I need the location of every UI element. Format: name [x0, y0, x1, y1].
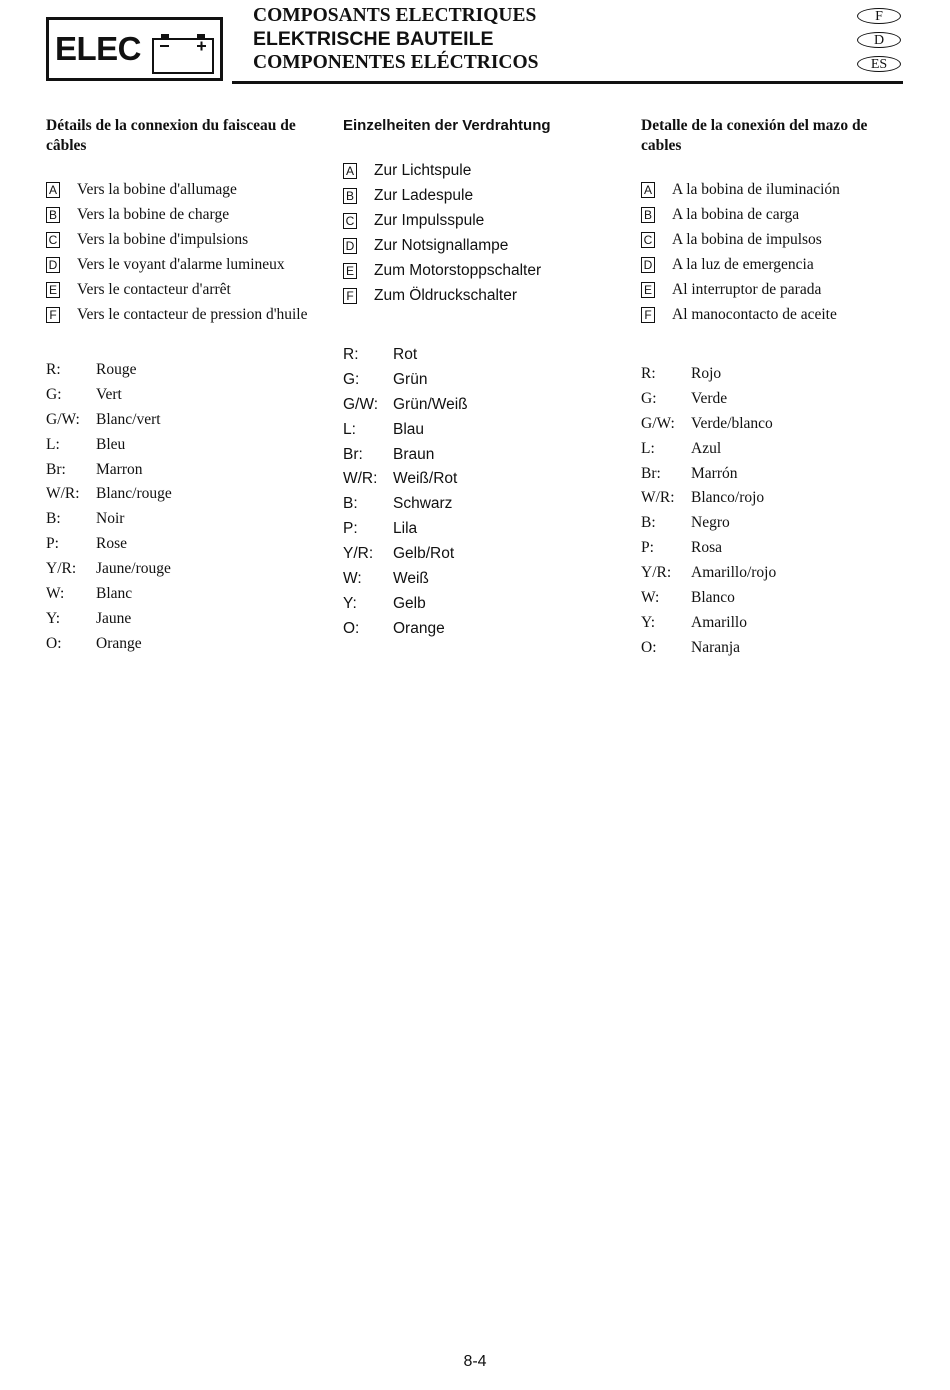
color-legend [343, 345, 613, 639]
color-name: Orange [96, 634, 142, 652]
color-name: Blanc/rouge [96, 485, 172, 503]
color-row [343, 370, 613, 390]
list-item [46, 205, 316, 225]
color-name: Blau [393, 420, 425, 438]
item-letter: E [46, 282, 60, 298]
color-row [641, 389, 911, 409]
list-item [343, 261, 613, 281]
section-code-box [46, 17, 223, 81]
color-row [46, 435, 316, 455]
column-french [46, 116, 316, 659]
color-name: Gelb [393, 594, 426, 612]
item-letter: E [641, 282, 655, 298]
list-item [46, 280, 316, 300]
item-letter: B [46, 207, 60, 223]
item-text: A la bobina de impulsos [672, 231, 822, 248]
color-row [46, 609, 316, 629]
color-name: Marrón [691, 464, 738, 482]
color-row [641, 488, 911, 508]
color-code: R: [343, 346, 359, 363]
item-letter: F [46, 307, 60, 323]
color-row [46, 385, 316, 405]
list-item [343, 161, 613, 181]
color-code: G: [641, 389, 657, 407]
title-spanish: COMPONENTES ELÉCTRICOS [253, 52, 539, 73]
header-rule [232, 81, 903, 84]
list-item [343, 236, 613, 256]
color-code: P: [46, 535, 59, 553]
item-letter: D [641, 257, 655, 273]
color-name: Blanc [96, 585, 133, 603]
item-letter: C [46, 232, 60, 248]
connection-list [641, 180, 911, 325]
color-code: L: [343, 420, 356, 438]
item-text: Vers le voyant d'alarme lumineux [77, 256, 285, 273]
color-row [343, 519, 613, 539]
list-item [641, 205, 911, 225]
color-name: Amarillo/rojo [691, 564, 777, 582]
color-code: Br: [343, 445, 363, 463]
item-letter: C [641, 232, 655, 248]
color-code: G/W: [343, 395, 379, 413]
color-legend [641, 364, 911, 658]
color-code: G: [46, 385, 62, 403]
item-letter: A [343, 163, 357, 179]
color-code: G/W: [46, 410, 80, 428]
color-name: Azul [691, 439, 722, 457]
color-code: Br: [641, 464, 661, 482]
list-item [343, 211, 613, 231]
color-code: Y/R: [46, 560, 77, 578]
item-text: A la luz de emergencia [672, 256, 814, 273]
color-row [641, 638, 911, 658]
item-letter: D [343, 238, 357, 254]
color-code: Br: [46, 460, 66, 478]
color-code: P: [641, 539, 654, 557]
item-letter: D [46, 257, 60, 273]
color-code: W/R: [641, 489, 675, 507]
color-name: Noir [96, 510, 125, 528]
color-row [46, 360, 316, 380]
item-text: Vers la bobine d'impulsions [77, 231, 249, 248]
color-name: Blanco/rojo [691, 489, 765, 507]
color-code: G/W: [641, 414, 675, 432]
item-letter: F [641, 307, 655, 323]
color-row [46, 559, 316, 579]
color-code: B: [343, 495, 358, 513]
connection-list [46, 180, 316, 325]
color-code: W/R: [343, 470, 378, 488]
item-text: Vers la bobine de charge [77, 206, 230, 223]
color-code: R: [641, 365, 656, 382]
color-row [343, 445, 613, 465]
color-name: Blanco [691, 589, 735, 607]
color-name: Jaune [96, 609, 132, 627]
list-item [641, 280, 911, 300]
list-item [343, 286, 613, 306]
page-number: 8-4 [463, 1353, 487, 1370]
color-name: Braun [393, 445, 435, 463]
item-text: Al manocontacto de aceite [672, 306, 837, 323]
color-name: Rouge [96, 361, 137, 378]
item-letter: C [343, 213, 357, 229]
color-code: W: [343, 570, 362, 588]
color-name: Verde [691, 389, 728, 407]
item-text: Vers le contacteur de pression d'huile [77, 306, 308, 323]
color-row [46, 484, 316, 504]
item-text: Zur Lichtspule [374, 162, 472, 179]
color-name: Verde/blanco [691, 414, 773, 432]
language-badge-d: D [857, 32, 901, 48]
color-row [641, 439, 911, 459]
color-code: W: [46, 585, 65, 603]
color-code: Y: [46, 609, 61, 627]
section-code: ELEC [55, 30, 142, 67]
color-code: Y/R: [641, 564, 672, 582]
column-german [343, 116, 613, 644]
list-item [641, 255, 911, 275]
color-name: Rosa [691, 539, 722, 557]
color-code: W/R: [46, 485, 80, 503]
color-code: W: [641, 589, 660, 607]
column-spanish [641, 116, 911, 663]
color-row [641, 588, 911, 608]
color-code: Y: [641, 613, 656, 631]
language-badges [857, 8, 901, 80]
color-row [641, 414, 911, 434]
color-code: O: [343, 619, 360, 637]
color-row [46, 534, 316, 554]
color-code: B: [641, 514, 656, 532]
color-row [641, 538, 911, 558]
color-code: O: [641, 638, 657, 656]
battery-icon [152, 34, 214, 74]
color-code: O: [46, 634, 62, 652]
color-row [343, 569, 613, 589]
color-code: B: [46, 510, 61, 528]
list-item [46, 305, 316, 325]
color-row [641, 563, 911, 583]
item-letter: A [641, 182, 655, 198]
item-letter: F [343, 288, 357, 304]
color-name: Grün/Weiß [393, 395, 468, 413]
color-row [46, 509, 316, 529]
column-heading: Einzelheiten der Verdrahtung [343, 117, 551, 134]
color-name: Vert [96, 385, 122, 403]
header-titles [253, 4, 539, 75]
title-german: ELEKTRISCHE BAUTEILE [253, 27, 494, 50]
list-item [641, 180, 911, 200]
color-row [343, 469, 613, 489]
color-name: Lila [393, 520, 418, 538]
color-row [343, 494, 613, 514]
color-row [343, 345, 613, 365]
column-heading: Détails de la connexion du faisceau de câbles [46, 117, 296, 154]
column-heading: Detalle de la conexión del mazo de cables [641, 117, 868, 154]
color-row [343, 395, 613, 415]
item-text: A la bobina de iluminación [672, 181, 840, 198]
color-row [641, 464, 911, 484]
color-code: R: [46, 361, 61, 378]
item-text: Al interruptor de parada [672, 281, 822, 298]
title-french: COMPOSANTS ELECTRIQUES [253, 5, 537, 26]
color-name: Negro [691, 514, 730, 532]
color-row [46, 410, 316, 430]
color-code: L: [641, 439, 655, 457]
list-item [641, 230, 911, 250]
color-code: Y: [343, 594, 357, 612]
color-code: L: [46, 435, 60, 453]
language-badge-f: F [857, 8, 901, 24]
item-letter: E [343, 263, 357, 279]
color-name: Grün [393, 370, 428, 388]
item-text: Zum Motorstoppschalter [374, 262, 542, 279]
color-row [343, 420, 613, 440]
color-row [343, 619, 613, 639]
color-row [46, 584, 316, 604]
color-name: Blanc/vert [96, 410, 161, 428]
color-name: Amarillo [691, 613, 747, 631]
color-name: Bleu [96, 435, 126, 453]
color-row [46, 634, 316, 654]
color-row [641, 613, 911, 633]
item-letter: B [343, 188, 357, 204]
color-name: Rojo [691, 365, 722, 382]
color-name: Rose [96, 535, 127, 553]
color-name: Weiß/Rot [393, 470, 458, 488]
connection-list [343, 161, 613, 306]
color-legend [46, 360, 316, 654]
item-letter: B [641, 207, 655, 223]
color-code: P: [343, 520, 358, 538]
item-text: Vers le contacteur d'arrêt [77, 281, 231, 298]
item-text: Zum Öldruckschalter [374, 287, 517, 304]
color-code: G: [343, 370, 360, 388]
color-row [46, 460, 316, 480]
color-row [343, 544, 613, 564]
color-name: Rot [393, 346, 418, 363]
list-item [46, 230, 316, 250]
color-name: Naranja [691, 638, 741, 656]
item-text: Zur Notsignallampe [374, 237, 509, 254]
item-letter: A [46, 182, 60, 198]
list-item [46, 180, 316, 200]
color-name: Gelb/Rot [393, 545, 455, 563]
color-row [343, 594, 613, 614]
item-text: Zur Impulsspule [374, 212, 485, 229]
color-name: Weiß [393, 570, 429, 588]
color-name: Marron [96, 460, 143, 478]
item-text: Vers la bobine d'allumage [77, 181, 237, 198]
item-text: A la bobina de carga [672, 206, 800, 223]
list-item [641, 305, 911, 325]
list-item [343, 186, 613, 206]
color-row [641, 513, 911, 533]
item-text: Zur Ladespule [374, 187, 474, 204]
language-badge-es: ES [857, 56, 901, 72]
color-name: Jaune/rouge [96, 560, 171, 578]
color-name: Schwarz [393, 495, 453, 513]
color-name: Orange [393, 619, 445, 637]
list-item [46, 255, 316, 275]
color-code: Y/R: [343, 545, 374, 563]
color-row [641, 364, 911, 384]
